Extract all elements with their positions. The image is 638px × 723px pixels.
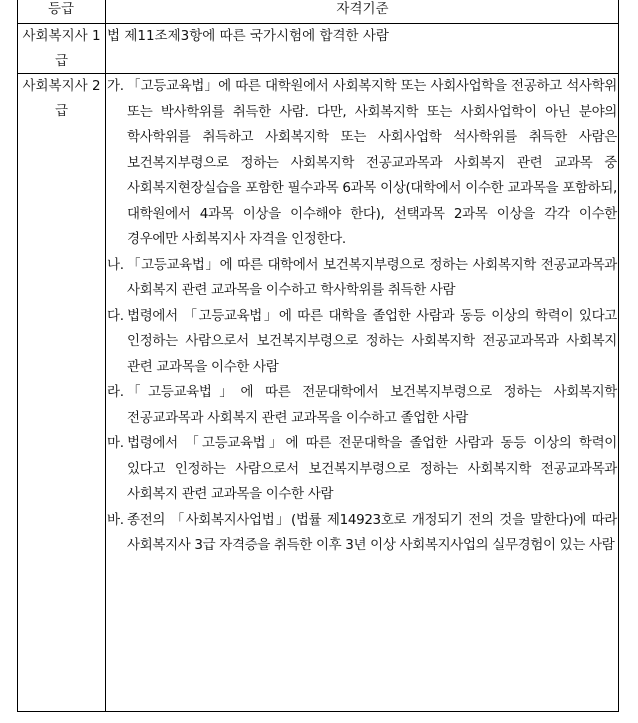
item-text: 「고등교육법」에 따른 대학원에서 사회복지학 또는 사회사업학을 전공하고 석사학위 또는 박사학위를 취득한 사람. 다만, 사회복지학 또는 사회사업학이 아닌 분야의 학사학위를 취득하고 사회복지학 또는 사회사업학 석사학위를 취득한 사람은 보건복지부령으로 정하는 사회복지학 전공교과목과 사회복지 관련 교과목 중 사회복지현장실습을 포함한 필수과목 6과목 이상(대학에서 이수한 교과목을 포함하되, 대학원에서 4과목 이상을 이수해야 한다), 선택과목 2과목 이상을 각각 이수한 경우에만 사회복지사 자격을 인정한다. bbox=[127, 78, 617, 247]
header-grade: 등급 bbox=[47, 1, 75, 17]
criteria-item-na bbox=[107, 253, 617, 304]
criteria-item-ma bbox=[107, 431, 617, 508]
criteria-level-2-list bbox=[107, 74, 617, 559]
item-marker: 나. bbox=[107, 256, 124, 273]
grade-level-2: 사회복지사 2급 bbox=[22, 78, 101, 119]
criteria-item-ga bbox=[107, 74, 617, 253]
item-text: 「고등교육법」에 따른 대학에서 보건복지부령으로 정하는 사회복지학 전공교과목과 사회복지 관련 교과목을 이수하고 학사학위를 취득한 사람 bbox=[127, 256, 617, 298]
item-marker: 라. bbox=[107, 384, 124, 400]
item-text: 법령에서 「고등교육법」에 따른 대학을 졸업한 사람과 동등 이상의 학력이 있다고 인정하는 사람으로서 보건복지부령으로 정하는 사회복지학 전공교과목과 사회복지 관련 교과목을 이수한 사람 bbox=[127, 307, 617, 375]
criteria-item-ra bbox=[107, 380, 617, 431]
criteria-level-1: 법 제11조제3항에 따른 국가시험에 합격한 사람 bbox=[107, 28, 389, 44]
criteria-item-da bbox=[107, 304, 617, 381]
item-text: 법령에서 「고등교육법」에 따른 전문대학을 졸업한 사람과 동등 이상의 학력이 있다고 인정하는 사람으로서 보건복지부령으로 정하는 사회복지학 전공교과목과 사회복지 관련 교과목을 이수한 사람 bbox=[127, 435, 617, 502]
item-marker: 바. bbox=[107, 511, 124, 528]
criteria-item-ba bbox=[107, 508, 617, 559]
item-text: 종전의 「사회복지사업법」(법률 제14923호로 개정되기 전의 것을 말한다)에 따라 사회복지사 3급 자격증을 취득한 이후 3년 이상 사회복지사업의 실무경험이 있는 사람 bbox=[127, 511, 617, 553]
item-text: 「고등교육법」에 따른 전문대학에서 보건복지부령으로 정하는 사회복지학 전공교과목과 사회복지 관련 교과목을 이수하고 졸업한 사람 bbox=[127, 384, 617, 426]
grade-level-1: 사회복지사 1급 bbox=[22, 28, 101, 69]
column-divider bbox=[105, 0, 106, 712]
item-marker: 가. bbox=[107, 78, 124, 94]
header-criteria: 자격기준 bbox=[336, 1, 389, 17]
item-marker: 다. bbox=[107, 307, 124, 324]
item-marker: 마. bbox=[107, 435, 124, 451]
